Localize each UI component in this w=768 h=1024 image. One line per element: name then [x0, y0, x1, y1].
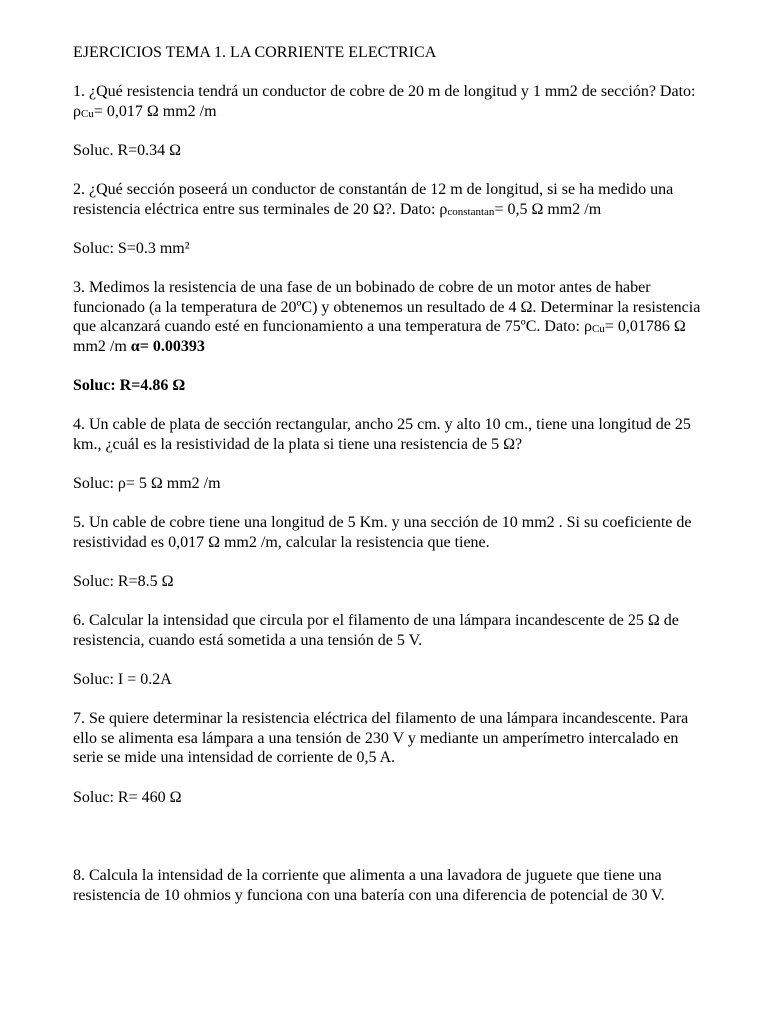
- exercise-5-solution: Soluc: R=8.5 Ω: [73, 573, 174, 591]
- exercise-8-statement: 8. Calcula la intensidad de la corriente que alimenta a una lavadora de juguete que tiene una resistencia de 10 ohmios y funciona con una batería con una diferencia de potencial de 30 V.: [73, 866, 665, 904]
- exercise-6-solution: Soluc: I = 0.2A: [73, 671, 172, 688]
- document-title: EJERCICIOS TEMA 1. LA CORRIENTE ELECTRICA: [73, 44, 437, 61]
- exercise-1-subscript: Cu: [80, 107, 94, 120]
- exercise-3-text-a: 3. Medimos la resistencia de una fase de un bobinado de cobre de un motor antes de haber funcionado (a la temperatura de 20ºC) y obtenemos un resultado de 4 Ω. Determinar la resistencia que alcanzará cuando esté en funcionamiento a una temperatura de 75ºC. Dato: ρ: [73, 279, 701, 336]
- exercise-2-subscript: constantan: [447, 205, 495, 218]
- exercise-1-solution: Soluc. R=0.34 Ω: [73, 141, 182, 159]
- exercise-2-text-b: = 0,5 Ω mm2 /m: [494, 200, 602, 218]
- exercise-4-solution: Soluc: ρ= 5 Ω mm2 /m: [73, 475, 221, 493]
- exercise-2-text-a: 2. ¿Qué sección poseerá un conductor de constantán de 12 m de longitud, si se ha medido una resistencia eléctrica entre sus terminales de 20 Ω?. Dato: ρ: [73, 181, 674, 218]
- exercise-1-text-a: 1. ¿Qué resistencia tendrá un conductor de cobre de 20 m de longitud y 1 mm2 de sección? Dato: ρ: [73, 83, 696, 120]
- exercise-1-statement: [73, 82, 703, 121]
- exercise-3-solution: Soluc: R=4.86 Ω: [73, 377, 186, 395]
- exercise-3-statement: [73, 278, 703, 356]
- exercise-1-text-b: = 0,017 Ω mm2 /m: [93, 102, 217, 120]
- blank-space: [73, 827, 703, 866]
- exercise-2-statement: [73, 180, 703, 219]
- exercise-5-statement: 5. Un cable de cobre tiene una longitud de 5 Km. y una sección de 10 mm2 . Si su coeficiente de resistividad es 0,017 Ω mm2 /m, calcular la resistencia que tiene.: [73, 514, 692, 551]
- exercise-3-alpha: α= 0.00393: [130, 337, 205, 355]
- document-page: [73, 43, 703, 925]
- exercise-2-solution: Soluc: S=0.3 mm²: [73, 239, 190, 257]
- exercise-7-statement: 7. Se quiere determinar la resistencia eléctrica del filamento de una lámpara incandescente. Para ello se alimenta esa lámpara a una tensión de 230 V y mediante un amperímetro intercalado en serie se mide una intensidad de corriente de 0,5 A.: [73, 710, 689, 767]
- exercise-3-text-b: = 0,01786 Ω mm2 /m: [73, 318, 686, 355]
- exercise-4-statement: 4. Un cable de plata de sección rectangular, ancho 25 cm. y alto 10 cm., tiene una longitud de 25 km., ¿cuál es la resistividad de la plata si tiene una resistencia de 5 Ω?: [73, 416, 691, 453]
- exercise-6-statement: 6. Calcular la intensidad que circula por el filamento de una lámpara incandescente de 25 Ω de resistencia, cuando está sometida a una tensión de 5 V.: [73, 612, 679, 649]
- exercise-7-solution: Soluc: R= 460 Ω: [73, 788, 182, 806]
- exercise-3-subscript: Cu: [591, 323, 605, 336]
